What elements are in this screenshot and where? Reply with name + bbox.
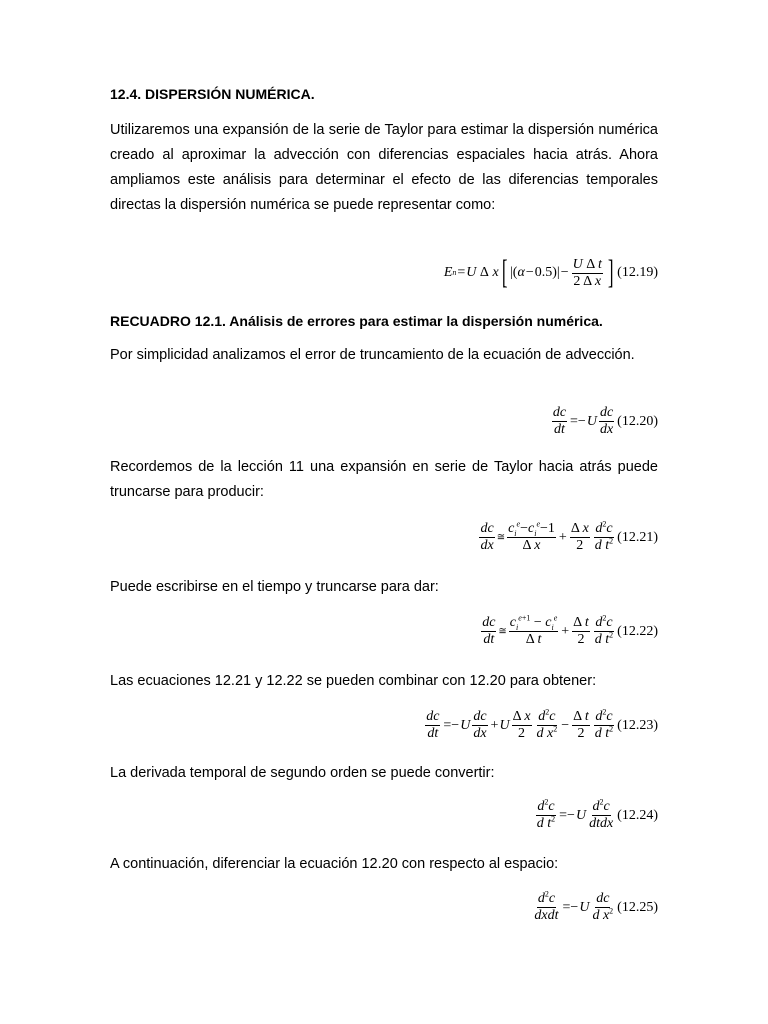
paragraph-combine: Las ecuaciones 12.21 y 12.22 se pueden combinar con 12.20 para obtener: <box>110 673 597 689</box>
equation-number: (12.24) <box>617 807 658 823</box>
paragraph-time: Puede escribirse en el tiempo y truncarse para dar: <box>110 579 439 595</box>
equation-number: (12.21) <box>617 529 658 545</box>
equation-number: (12.20) <box>617 413 658 429</box>
paragraph-differentiate: A continuación, diferenciar la ecuación 12.20 con respecto al espacio: <box>110 856 559 872</box>
equation-12-25: $\frac{d^2c}{\text{dxdt}}$ =− U $\frac{dc}{d x^2}$ (12.25) <box>534 889 658 923</box>
equation-12-21: $\frac{dc}{dx}$ ≅ $\frac{c_i^e-c_i^e-1}{\text{Δ x}}$ + $\frac{\text{Δ x}}{2}$ $\frac{d^2c}{d t^2}$ (12.21) <box>480 519 658 553</box>
equation-number: (12.25) <box>617 899 658 915</box>
equation-12-22: $\frac{dc}{dt}$ ≅ $\frac{c_i^{e+1} - c_i^e}{\text{Δ t}}$ + $\frac{\text{Δ t}}{2}$ $\frac{d^2c}{d t^2}$ (12.22) <box>482 613 658 647</box>
box-title: RECUADRO 12.1. Análisis de errores para estimar la dispersión numérica. <box>110 313 603 329</box>
equation-number: (12.23) <box>617 717 658 733</box>
equation-12-23: $\frac{dc}{dt}$ =− U $\frac{dc}{dx}$ + U $\frac{\text{Δ x}}{2}$ $\frac{d^2c}{d x^2}$ − $\frac{\text{Δ t}}{2}$ $\frac{d^2c}{d t^2}$ (12.23) <box>426 707 658 741</box>
paragraph-recall: Recordemos de la lección 11 una expansión en serie de Taylor hacia atrás puede truncarse para producir: <box>110 459 658 500</box>
intro-paragraph: Utilizaremos una expansión de la serie de Taylor para estimar la dispersión numérica creado al aproximar la advección con diferencias espaciales hacia atrás. Ahora ampliamos este análisis para determinar el efecto de las diferencias temporales directas la dispersión numérica se puede representar como: <box>110 122 658 213</box>
equation-12-20: $\frac{dc}{dt}$ =− U $\frac{dc}{dx}$ (12.20) <box>552 405 658 437</box>
paragraph-simplicity: Por simplicidad analizamos el error de truncamiento de la ecuación de advección. <box>110 347 635 363</box>
equation-number: (12.19) <box>617 265 658 280</box>
paragraph-second-order: La derivada temporal de segundo orden se puede convertir: <box>110 765 495 781</box>
section-title: 12.4. DISPERSIÓN NUMÉRICA. <box>110 86 315 102</box>
equation-number: (12.22) <box>617 623 658 639</box>
equation-12-24: $\frac{d^2c}{d t^2}$ =− U $\frac{d^2c}{\text{dtdx}}$ (12.24) <box>536 797 658 831</box>
equation-12-19: E n = U Δ x [ |( α − 0.5 )| − $\frac{\text{U Δ t}}{\text{2 Δ x}}$ ] (12.19) <box>443 254 658 291</box>
